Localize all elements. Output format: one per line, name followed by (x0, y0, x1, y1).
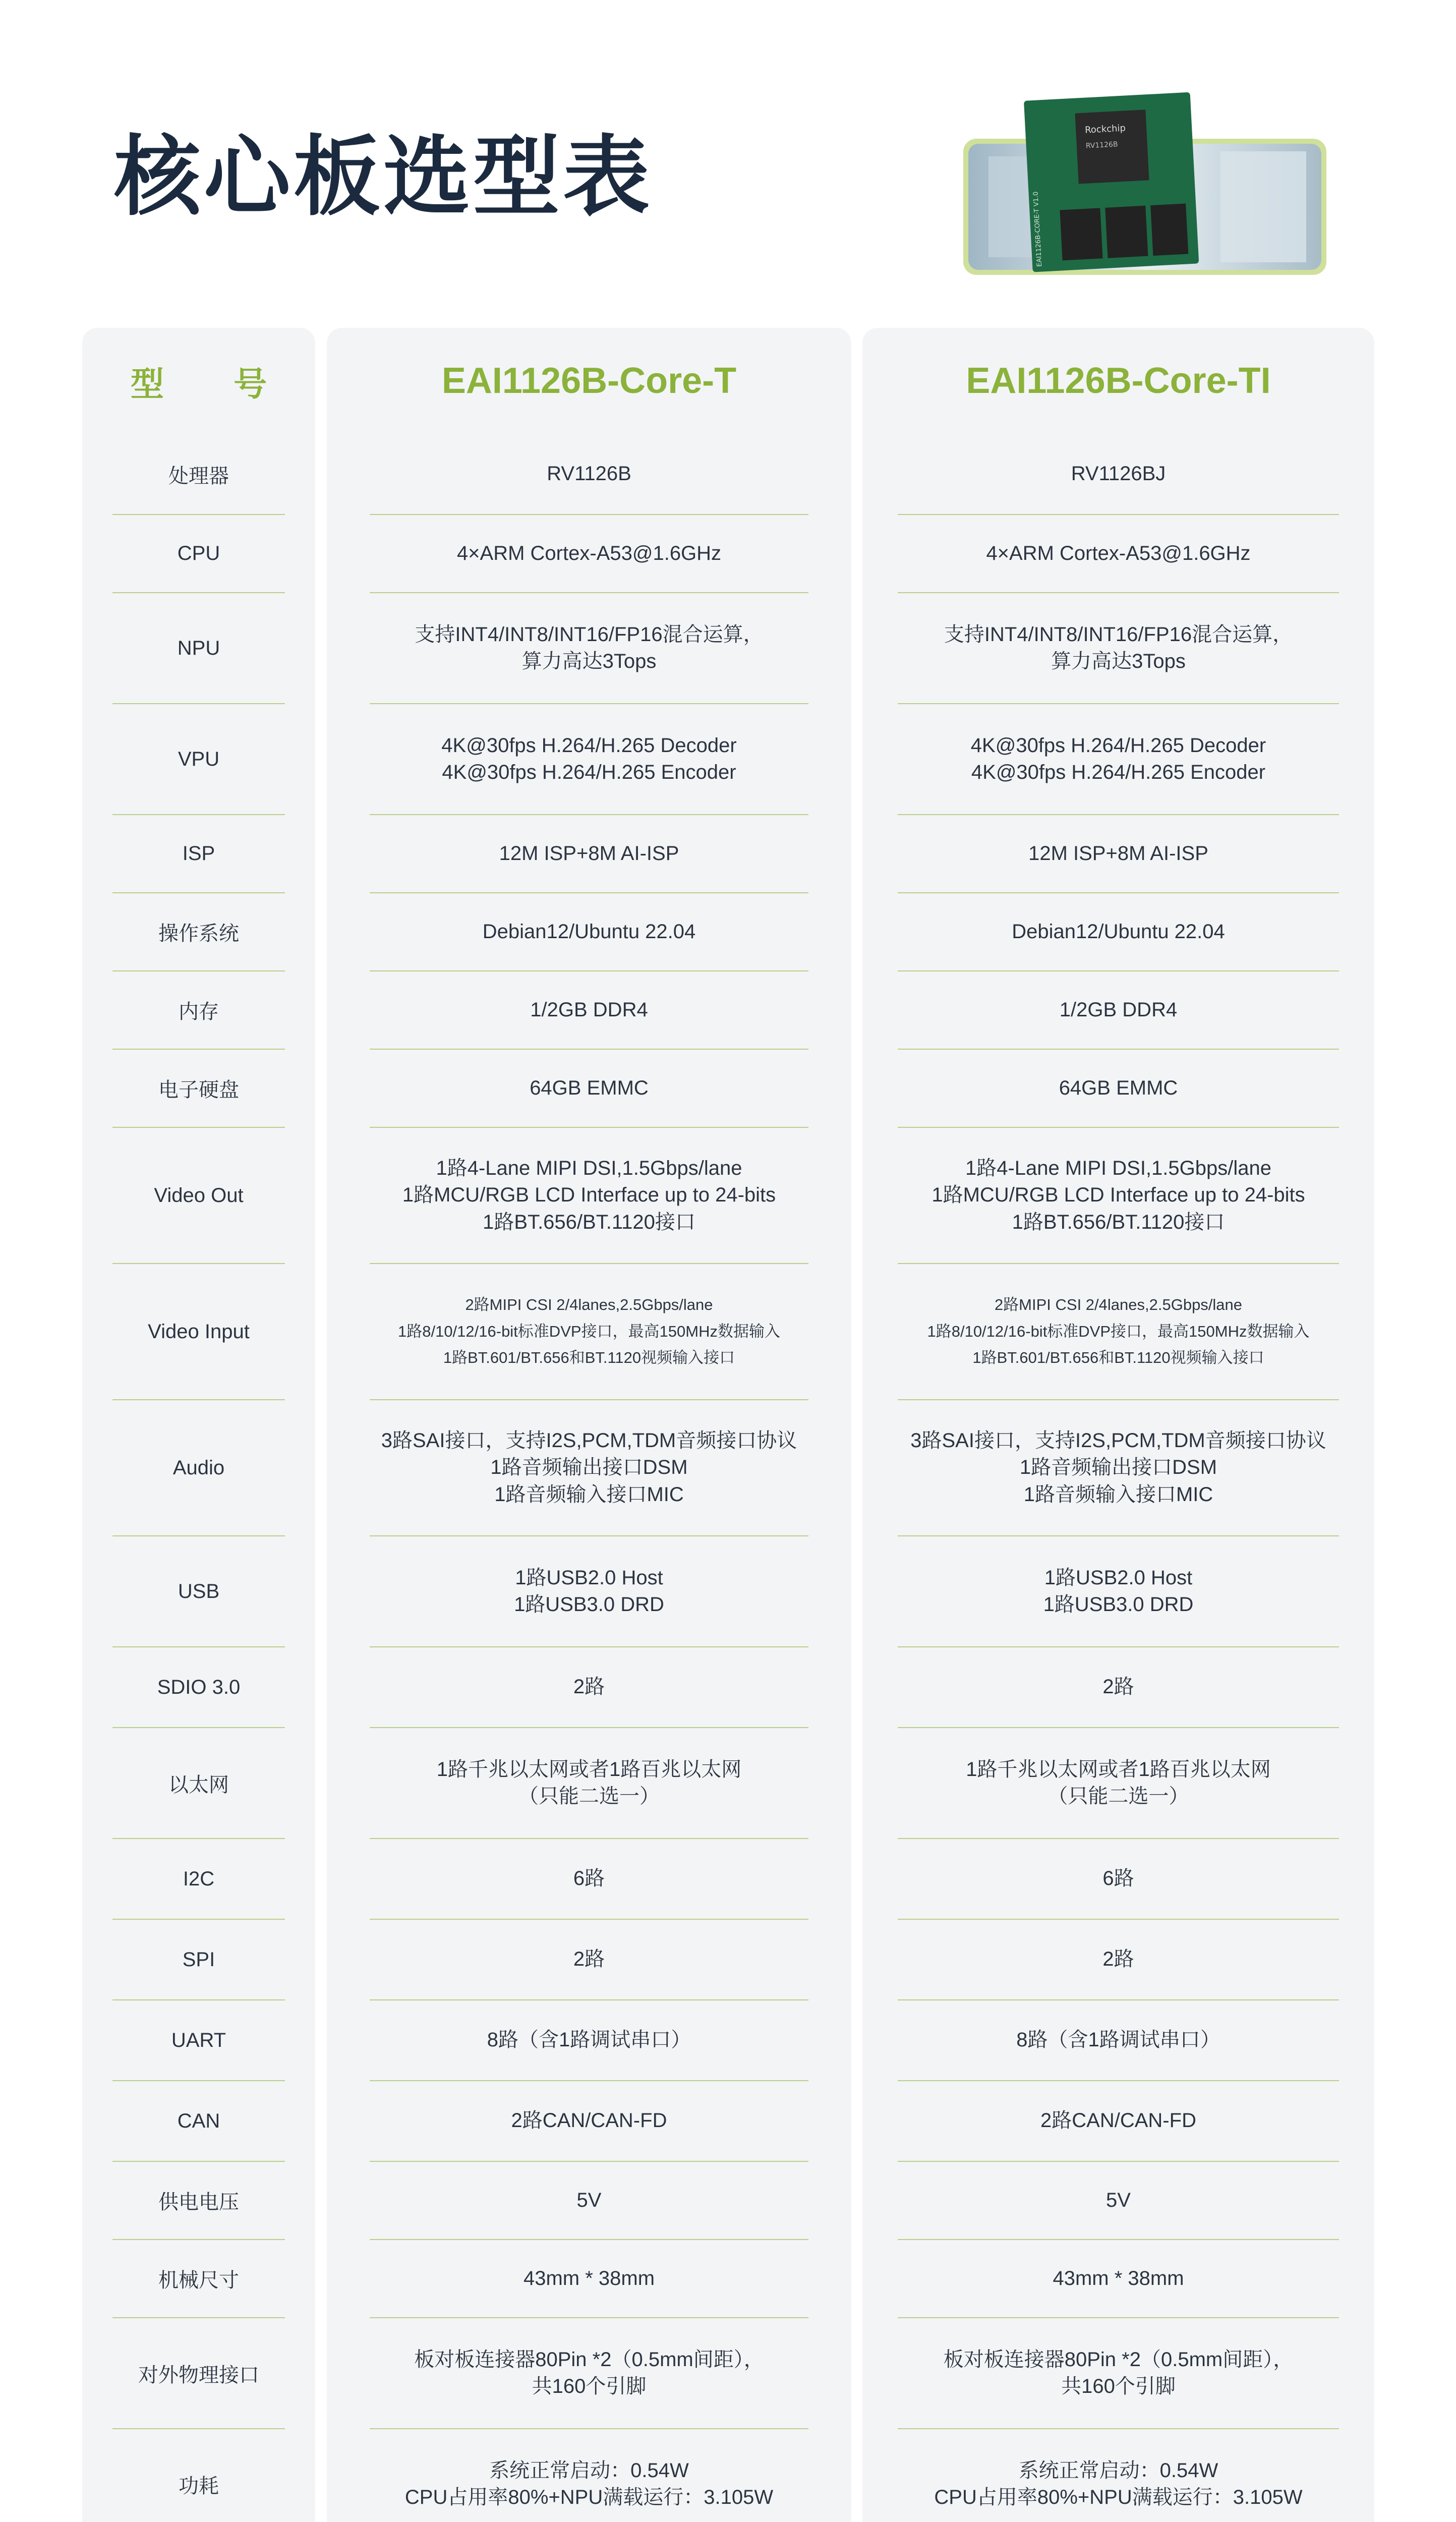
spec-value: 2路CAN/CAN-FD (1040, 2109, 1196, 2132)
spec-value: 1路USB2.0 Host 1路USB3.0 DRD (514, 1566, 664, 1616)
spec-value: RV1126BJ (1071, 463, 1166, 485)
spec-value: 1路千兆以太网或者1路百兆以太网 （只能二选一） (436, 1758, 742, 1807)
row-label: VPU (178, 748, 220, 770)
table-row (82, 2318, 315, 2429)
core-ti-header: EAI1126B-Core-TI (966, 361, 1271, 401)
table-row (327, 1647, 851, 1728)
pcb-label-text: EAI1126B-CORE-T V1.0 (1032, 191, 1044, 267)
table-row (327, 1728, 851, 1839)
row-label: NPU (177, 637, 220, 659)
table-row (862, 2429, 1374, 2522)
spec-value: 4×ARM Cortex-A53@1.6GHz (456, 542, 722, 564)
table-row (862, 593, 1374, 704)
row-label: I2C (183, 1867, 215, 1890)
core-board-photo (958, 91, 1329, 282)
row-label: Video Input (148, 1320, 250, 1343)
table-row (327, 1839, 851, 1919)
table-row (327, 1536, 851, 1647)
spec-value: 板对板连接器80Pin *2（0.5mm间距）， 共160个引脚 (414, 2348, 764, 2397)
table-row (862, 1536, 1374, 1647)
spec-value: 3路SAI接口，支持I2S,PCM,TDM音频接口协议 1路音频输出接口DSM 1路音频输入接口MIC (381, 1429, 797, 1506)
spec-value: 1路USB2.0 Host 1路USB3.0 DRD (1043, 1566, 1194, 1616)
table-row (82, 2240, 315, 2318)
row-label: Video Out (154, 1184, 244, 1207)
spec-value: 6路 (573, 1867, 605, 1890)
spec-value: 支持INT4/INT8/INT16/FP16混合运算， 算力高达3Tops (415, 623, 764, 672)
table-row (82, 1400, 315, 1536)
table-row (327, 2429, 851, 2522)
spec-value: 2路 (573, 1948, 605, 1971)
table-row (82, 1536, 315, 1647)
table-row (862, 2000, 1374, 2081)
table-row (862, 514, 1374, 593)
spec-value: 2路 (1102, 1948, 1134, 1971)
row-label: Audio (172, 1456, 225, 1479)
table-row (862, 2081, 1374, 2161)
row-label: 操作系统 (158, 923, 239, 945)
table-row (82, 893, 315, 971)
table-row (82, 1919, 315, 2000)
table-row (327, 2081, 851, 2161)
spec-value: 1/2GB DDR4 (530, 998, 648, 1021)
spec-value: 板对板连接器80Pin *2（0.5mm间距）， 共160个引脚 (943, 2348, 1294, 2397)
table-row (327, 434, 851, 514)
row-label: CAN (177, 2109, 220, 2132)
table-row (82, 434, 315, 514)
table-row (327, 971, 851, 1049)
spec-value: 3路SAI接口，支持I2S,PCM,TDM音频接口协议 1路音频输出接口DSM 1路音频输入接口MIC (910, 1429, 1326, 1506)
table-row (327, 1919, 851, 2000)
spec-value: 5V (1106, 2189, 1131, 2211)
row-label: 供电电压 (158, 2191, 239, 2213)
table-row (327, 704, 851, 815)
table-row (862, 1728, 1374, 1839)
spec-value: 4K@30fps H.264/H.265 Decoder 4K@30fps H.264/H.265 Encoder (441, 734, 737, 783)
spec-value: RV1126B (547, 463, 631, 485)
core-t-header: EAI1126B-Core-T (441, 361, 737, 401)
spec-value: 43mm * 38mm (1053, 2267, 1184, 2289)
table-row (82, 1728, 315, 1839)
table-row (327, 2240, 851, 2318)
spec-value: 12M ISP+8M AI-ISP (499, 842, 679, 865)
spec-value: 6路 (1102, 1867, 1134, 1890)
spec-value: 2路 (1102, 1676, 1134, 1698)
table-row (82, 1647, 315, 1728)
row-label: 电子硬盘 (158, 1079, 239, 1101)
spec-value: 系统正常启动：0.54W CPU占用率80%+NPU满载运行：3.105W (404, 2459, 774, 2508)
table-row (327, 593, 851, 704)
table-row (327, 514, 851, 593)
table-row (327, 1264, 851, 1400)
spec-value: 2路CAN/CAN-FD (511, 2109, 667, 2132)
core-t-column (327, 328, 851, 2522)
spec-value: 2路MIPI CSI 2/4lanes,2.5Gbps/lane 1路8/10/12/16-bit标准DVP接口，最高150MHz数据输入 1路BT.601/BT.656和BT.1120视频输入接口 (397, 1295, 780, 1367)
table-row (862, 1049, 1374, 1127)
spec-value: 4K@30fps H.264/H.265 Decoder 4K@30fps H.264/H.265 Encoder (970, 734, 1266, 783)
row-label: ISP (182, 842, 215, 865)
table-row (327, 2318, 851, 2429)
table-row (82, 2161, 315, 2240)
table-row (327, 815, 851, 893)
chip-model-text: RV1126B (1085, 140, 1118, 150)
row-label: 机械尺寸 (158, 2269, 239, 2291)
table-row (862, 434, 1374, 514)
table-row (82, 2429, 315, 2522)
table-row (82, 1264, 315, 1400)
label-column (82, 328, 315, 2522)
table-row (862, 893, 1374, 971)
spec-value: 1/2GB DDR4 (1059, 998, 1178, 1021)
row-label: UART (171, 2029, 226, 2051)
table-row (327, 1400, 851, 1536)
table-row (862, 2161, 1374, 2240)
spec-value: 1路4-Lane MIPI DSI,1.5Gbps/lane 1路MCU/RGB LCD Interface up to 24-bits 1路BT.656/BT.1120接口 (931, 1157, 1305, 1233)
row-label: CPU (177, 542, 220, 564)
spec-value: 1路千兆以太网或者1路百兆以太网 （只能二选一） (966, 1758, 1271, 1807)
row-label: USB (178, 1580, 220, 1602)
spec-value: Debian12/Ubuntu 22.04 (482, 920, 696, 943)
table-row (862, 2240, 1374, 2318)
page-title: 核心板选型表 (114, 126, 653, 227)
table-row (327, 2000, 851, 2081)
row-label: 内存 (179, 1001, 219, 1023)
table-row (82, 2081, 315, 2161)
table-row (862, 1647, 1374, 1728)
spec-value: 64GB EMMC (1059, 1076, 1178, 1099)
table-row (82, 704, 315, 815)
spec-value: 1路4-Lane MIPI DSI,1.5Gbps/lane 1路MCU/RGB LCD Interface up to 24-bits 1路BT.656/BT.1120接口 (402, 1157, 776, 1233)
spec-value: 64GB EMMC (530, 1076, 649, 1099)
spec-value: 系统正常启动：0.54W CPU占用率80%+NPU满载运行：3.105W (934, 2459, 1303, 2508)
spec-value: Debian12/Ubuntu 22.04 (1012, 920, 1225, 943)
table-row (82, 1049, 315, 1127)
spec-value: 2路MIPI CSI 2/4lanes,2.5Gbps/lane 1路8/10/12/16-bit标准DVP接口，最高150MHz数据输入 1路BT.601/BT.656和BT.1120视频输入接口 (927, 1295, 1310, 1367)
row-label: SDIO 3.0 (157, 1676, 241, 1698)
table-row (82, 815, 315, 893)
row-label: 对外物理接口 (138, 2364, 259, 2386)
row-label: 功耗 (179, 2475, 219, 2497)
table-row (82, 971, 315, 1049)
table-row (82, 2000, 315, 2081)
table-row (327, 893, 851, 971)
table-row (862, 1919, 1374, 2000)
spec-value: 12M ISP+8M AI-ISP (1028, 842, 1208, 865)
table-row (862, 1839, 1374, 1919)
core-ti-column (862, 328, 1374, 2522)
spec-value: 43mm * 38mm (523, 2267, 655, 2289)
table-row (862, 1264, 1374, 1400)
table-row (327, 2161, 851, 2240)
table-row (862, 815, 1374, 893)
table-row (82, 593, 315, 704)
table-row (82, 514, 315, 593)
spec-value: 5V (576, 2189, 602, 2211)
table-row (862, 1127, 1374, 1264)
chip-brand-text: Rockchip (1084, 123, 1126, 136)
spec-value: 4×ARM Cortex-A53@1.6GHz (986, 542, 1251, 564)
row-label: SPI (182, 1948, 215, 1971)
row-label: 处理器 (168, 465, 229, 487)
table-row (862, 2318, 1374, 2429)
spec-value: 8路（含1路调试串口） (1016, 2029, 1220, 2051)
row-label: 以太网 (168, 1773, 229, 1796)
table-row (82, 1127, 315, 1264)
spec-value: 支持INT4/INT8/INT16/FP16混合运算， 算力高达3Tops (944, 623, 1293, 672)
table-row (327, 1049, 851, 1127)
table-row (862, 1400, 1374, 1536)
spec-value: 2路 (573, 1676, 605, 1698)
label-column-header: 型 号 (130, 365, 298, 403)
spec-value: 8路（含1路调试串口） (487, 2029, 691, 2051)
table-row (327, 1127, 851, 1264)
table-row (862, 971, 1374, 1049)
table-row (82, 1839, 315, 1919)
table-row (862, 704, 1374, 815)
